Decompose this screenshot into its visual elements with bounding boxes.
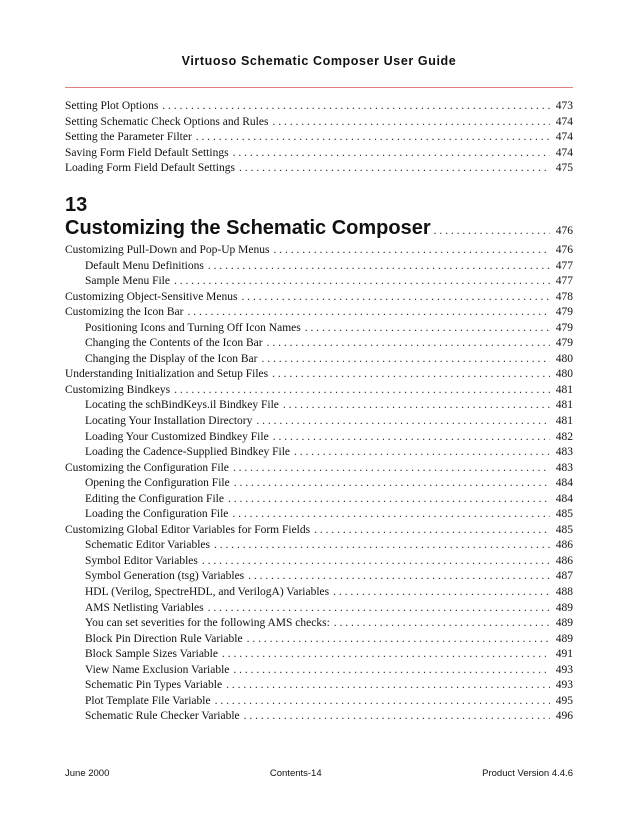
page-footer	[65, 768, 573, 779]
toc-entry-title: Customizing Pull-Down and Pop-Up Menus	[65, 244, 270, 256]
toc-entry-title: You can set severities for the following AMS checks:	[85, 617, 330, 630]
toc-entry-title: Symbol Editor Variables	[85, 554, 198, 567]
toc-entry-page-number: 483	[555, 446, 573, 459]
toc-entry-page-number: 483	[555, 461, 573, 474]
toc-entry-title: Opening the Configuration File	[85, 477, 230, 490]
toc-entry[interactable]	[65, 476, 573, 492]
footer-date: June 2000	[65, 768, 110, 779]
toc-entry-page-number: 475	[555, 162, 573, 175]
toc-entry-title: Setting Schematic Check Options and Rules	[65, 115, 269, 128]
toc-entry-page-number: 496	[555, 710, 573, 723]
toc-entry[interactable]	[65, 492, 573, 508]
dot-leader	[283, 398, 550, 414]
toc-entry[interactable]	[65, 585, 573, 601]
toc-entry-title: Customizing Bindkeys	[65, 383, 171, 396]
dot-leader	[305, 321, 550, 337]
toc-entry-title: Default Menu Definitions	[85, 259, 204, 272]
toc-entry[interactable]	[65, 445, 573, 461]
toc-entry-title: Loading the Configuration File	[85, 508, 229, 521]
toc-entry-page-number: 486	[555, 539, 573, 552]
toc-entry-page-number: 485	[555, 508, 573, 521]
toc-entry[interactable]	[65, 414, 573, 430]
toc-entry-title: Setting Plot Options	[65, 100, 159, 112]
toc-entry-title: Editing the Configuration File	[85, 492, 224, 505]
dot-leader	[273, 243, 549, 259]
toc-entry[interactable]	[65, 461, 573, 477]
toc-entry-title: View Name Exclusion Variable	[85, 663, 230, 676]
toc-entry-title: AMS Netlisting Variables	[85, 601, 204, 614]
toc-entry[interactable]	[65, 694, 573, 710]
toc-entry[interactable]	[65, 601, 573, 617]
toc-entry[interactable]	[65, 161, 573, 177]
chapter-title: Customizing the Schematic Composer	[65, 217, 431, 239]
toc-entry-page-number: 493	[555, 663, 573, 676]
dot-leader	[233, 461, 550, 477]
toc-entry-page-number: 486	[555, 554, 573, 567]
toc-entry-page-number: 477	[555, 259, 573, 272]
chapter-page-number: 476	[555, 225, 573, 237]
toc-entry-title: Customizing Object-Sensitive Menus	[65, 290, 238, 303]
dot-leader	[241, 290, 549, 306]
dot-leader	[208, 601, 550, 617]
toc-entry-title: Schematic Pin Types Variable	[85, 679, 223, 692]
dot-leader	[228, 492, 550, 508]
toc-entry-page-number: 477	[555, 275, 573, 288]
toc-entry-title: Loading Your Customized Bindkey File	[85, 430, 269, 443]
dot-leader	[208, 259, 550, 275]
chapter-entry[interactable]	[65, 217, 573, 243]
toc-entry-title: Sample Menu File	[85, 275, 170, 288]
toc-entry[interactable]	[65, 709, 573, 725]
toc-entry[interactable]	[65, 632, 573, 648]
toc-entry-title: Block Sample Sizes Variable	[85, 648, 218, 661]
dot-leader	[214, 538, 550, 554]
toc-entry-title: Understanding Initialization and Setup Files	[65, 368, 269, 381]
toc-entry-page-number: 489	[555, 601, 573, 614]
toc-entry-page-number: 474	[555, 115, 573, 128]
toc-entry-title: Customizing the Icon Bar	[65, 306, 184, 319]
toc-entry[interactable]	[65, 663, 573, 679]
toc-entry[interactable]	[65, 569, 573, 585]
dot-leader	[272, 367, 550, 383]
toc-entry-page-number: 474	[555, 146, 573, 159]
toc-entry-title: Customizing the Configuration File	[65, 461, 229, 474]
toc-entry[interactable]	[65, 99, 573, 115]
toc-entry-title: Locating Your Installation Directory	[85, 415, 253, 428]
dot-leader	[261, 352, 549, 368]
toc-entry-title: Loading Form Field Default Settings	[65, 162, 235, 175]
toc-entry-title: Loading the Cadence-Supplied Bindkey File	[85, 446, 291, 459]
toc-entry-page-number: 484	[555, 492, 573, 505]
toc-entry-title: Locating the schBindKeys.il Bindkey File	[85, 399, 279, 412]
dot-leader	[314, 523, 550, 539]
toc-entry-title: Positioning Icons and Turning Off Icon Names	[85, 321, 301, 334]
toc-entry[interactable]	[65, 507, 573, 523]
toc-entry-title: Changing the Display of the Icon Bar	[85, 352, 258, 365]
toc-entry[interactable]	[65, 243, 573, 259]
dot-leader	[434, 225, 550, 237]
toc-entry-title: Changing the Contents of the Icon Bar	[85, 337, 263, 350]
toc-entry-page-number: 484	[555, 477, 573, 490]
toc-entry[interactable]	[65, 274, 573, 290]
dot-leader	[162, 99, 549, 115]
toc-entry-page-number: 478	[555, 290, 573, 303]
toc-section-chapter	[65, 243, 573, 725]
toc-entry[interactable]	[65, 523, 573, 539]
dot-leader	[244, 709, 550, 725]
toc-entry-title: HDL (Verilog, SpectreHDL, and VerilogA) Variables	[85, 586, 330, 599]
dot-leader	[232, 507, 549, 523]
dot-leader	[202, 554, 550, 570]
dot-leader	[239, 161, 550, 177]
footer-page-label: Contents-14	[269, 768, 322, 779]
toc-entry-title: Saving Form Field Default Settings	[65, 146, 229, 159]
toc-entry[interactable]	[65, 538, 573, 554]
dot-leader	[273, 430, 550, 446]
toc-entry-page-number: 482	[555, 430, 573, 443]
chapter-heading	[65, 193, 573, 243]
toc-entry-page-number: 474	[555, 131, 573, 144]
toc-entry-title: Customizing Global Editor Variables for Form Fields	[65, 523, 311, 536]
toc-entry[interactable]	[65, 398, 573, 414]
dot-leader	[248, 569, 550, 585]
toc-entry[interactable]	[65, 336, 573, 352]
toc-entry[interactable]	[65, 367, 573, 383]
toc-entry[interactable]	[65, 259, 573, 275]
footer-version: Product Version 4.4.6	[482, 768, 573, 779]
toc-entry-page-number: 481	[555, 383, 573, 396]
toc-entry-page-number: 480	[555, 352, 573, 365]
toc-entry-page-number: 481	[555, 399, 573, 412]
dot-leader	[174, 274, 550, 290]
dot-leader	[233, 663, 549, 679]
toc-entry-page-number: 479	[555, 306, 573, 319]
toc-entry[interactable]	[65, 115, 573, 131]
toc-entry[interactable]	[65, 130, 573, 146]
dot-leader	[294, 445, 550, 461]
dot-leader	[233, 146, 550, 162]
toc-entry[interactable]	[65, 383, 573, 399]
toc-entry-page-number: 495	[555, 694, 573, 707]
toc-entry-page-number: 476	[555, 244, 573, 256]
dot-leader	[234, 476, 550, 492]
toc-entry-page-number: 479	[555, 337, 573, 350]
toc-entry[interactable]	[65, 616, 573, 632]
dot-leader	[272, 115, 549, 131]
toc-entry[interactable]	[65, 430, 573, 446]
dot-leader	[215, 694, 550, 710]
toc-entry-title: Schematic Rule Checker Variable	[85, 710, 240, 723]
toc-entry-page-number: 485	[555, 523, 573, 536]
toc-section-previous	[65, 99, 573, 177]
toc-entry-page-number: 480	[555, 368, 573, 381]
dot-leader	[188, 305, 550, 321]
toc-entry[interactable]	[65, 678, 573, 694]
toc-entry-page-number: 481	[555, 415, 573, 428]
dot-leader	[247, 632, 550, 648]
toc-entry-page-number: 489	[555, 632, 573, 645]
header-divider	[65, 87, 573, 88]
toc-entry-title: Plot Template File Variable	[85, 694, 211, 707]
dot-leader	[334, 616, 550, 632]
chapter-number: 13	[65, 194, 88, 216]
toc-entry-page-number: 473	[555, 100, 573, 112]
toc-entry[interactable]	[65, 647, 573, 663]
dot-leader	[256, 414, 549, 430]
page-header-title: Virtuoso Schematic Composer User Guide	[181, 54, 457, 68]
toc-entry-title: Setting the Parameter Filter	[65, 131, 192, 144]
toc-entry[interactable]	[65, 554, 573, 570]
toc-entry[interactable]	[65, 305, 573, 321]
toc-entry-page-number: 493	[555, 679, 573, 692]
toc-entry-page-number: 479	[555, 321, 573, 334]
toc-entry-title: Schematic Editor Variables	[85, 539, 210, 552]
dot-leader	[226, 678, 550, 694]
toc-entry-page-number: 487	[555, 570, 573, 583]
toc-entry-title: Block Pin Direction Rule Variable	[85, 632, 243, 645]
toc-entry[interactable]	[65, 290, 573, 306]
toc-entry-page-number: 488	[555, 586, 573, 599]
dot-leader	[174, 383, 550, 399]
toc-entry[interactable]	[65, 321, 573, 337]
dot-leader	[267, 336, 550, 352]
dot-leader	[333, 585, 550, 601]
toc-entry[interactable]	[65, 146, 573, 162]
dot-leader	[222, 647, 550, 663]
dot-leader	[196, 130, 550, 146]
toc-entry-title: Symbol Generation (tsg) Variables	[85, 570, 245, 583]
toc-entry[interactable]	[65, 352, 573, 368]
toc-entry-page-number: 489	[555, 617, 573, 630]
toc-entry-page-number: 491	[555, 648, 573, 661]
